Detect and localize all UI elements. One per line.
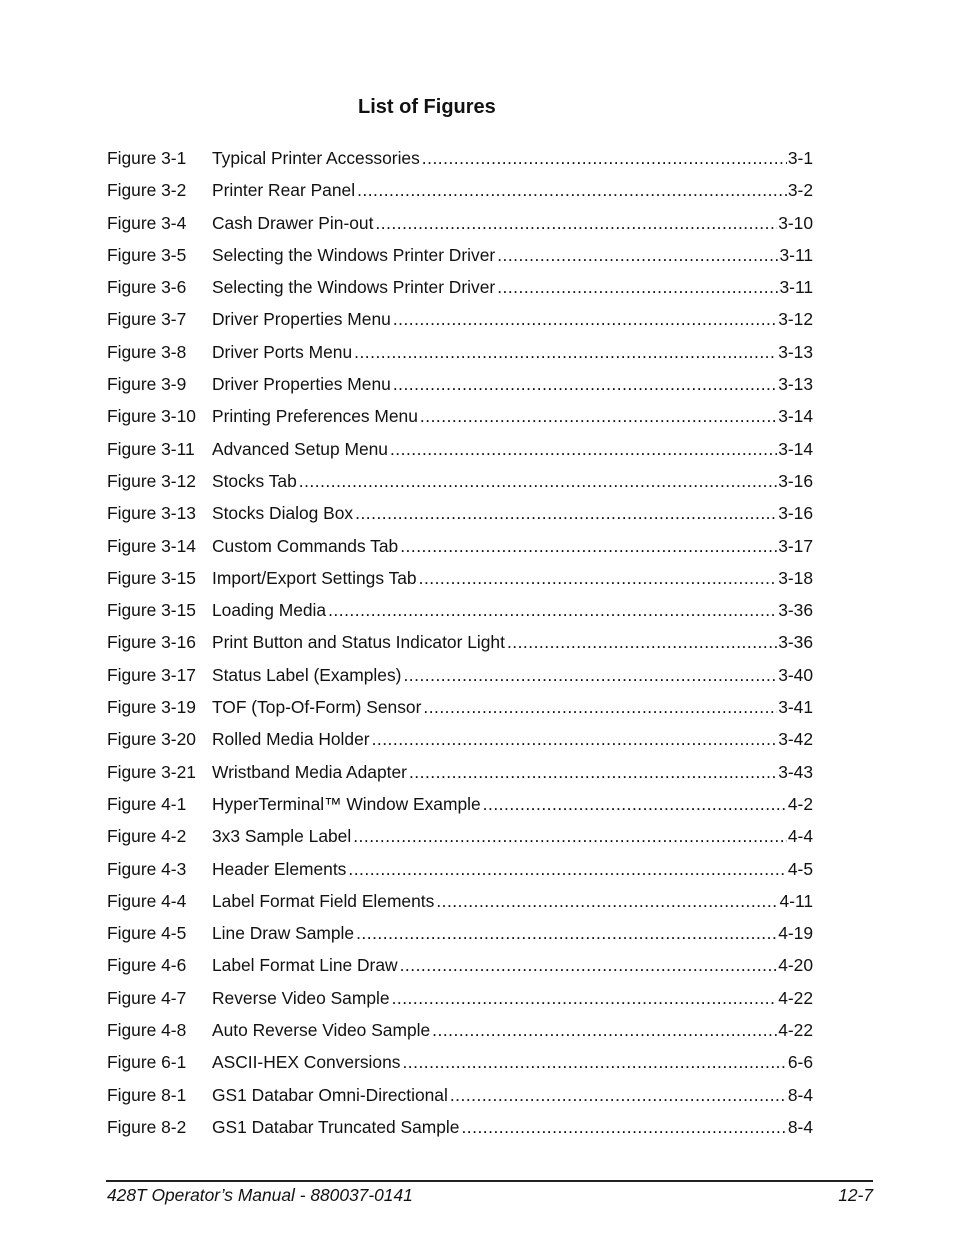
- figure-caption: Printer Rear Panel: [212, 180, 356, 201]
- figure-number: Figure 3-4: [107, 212, 187, 233]
- dot-leader: [355, 501, 777, 525]
- figure-caption: Driver Properties Menu: [212, 374, 391, 395]
- figure-caption: Driver Properties Menu: [212, 309, 391, 330]
- figure-number: Figure 3-13: [107, 503, 196, 524]
- figure-entry[interactable]: [107, 727, 813, 759]
- figure-number: Figure 3-20: [107, 729, 196, 750]
- figure-entry[interactable]: [107, 792, 813, 824]
- dot-leader: [436, 889, 778, 913]
- figure-page: 4-22: [778, 1020, 813, 1041]
- dot-leader: [400, 534, 777, 558]
- figure-caption: Reverse Video Sample: [212, 987, 390, 1008]
- figure-caption: Selecting the Windows Printer Driver: [212, 244, 496, 265]
- figure-page: 8-4: [787, 1116, 813, 1137]
- figure-page: 4-19: [778, 923, 813, 944]
- figure-page: 3-41: [778, 697, 813, 718]
- figure-caption: Rolled Media Holder: [212, 729, 370, 750]
- figure-page: 3-40: [778, 664, 813, 685]
- figure-caption: Print Button and Status Indicator Light: [212, 632, 505, 653]
- figure-list: [107, 146, 813, 1147]
- figure-caption: Label Format Line Draw: [212, 955, 398, 976]
- figure-entry[interactable]: [107, 889, 813, 921]
- dot-leader: [450, 1083, 787, 1107]
- dot-leader: [392, 986, 778, 1010]
- figure-page: 4-5: [787, 858, 813, 879]
- figure-caption: HyperTerminal™ Window Example: [212, 793, 481, 814]
- figure-caption: GS1 Databar Truncated Sample: [212, 1116, 460, 1137]
- dot-leader: [354, 340, 777, 364]
- figure-entry[interactable]: [107, 598, 813, 630]
- figure-number: Figure 3-16: [107, 632, 196, 653]
- figure-page: 8-4: [787, 1084, 813, 1105]
- dot-leader: [432, 1018, 777, 1042]
- dot-leader: [497, 243, 778, 267]
- figure-caption: Selecting the Windows Printer Driver: [212, 277, 496, 298]
- figure-number: Figure 3-15: [107, 600, 196, 621]
- figure-entry[interactable]: [107, 307, 813, 339]
- figure-caption: Printing Preferences Menu: [212, 406, 418, 427]
- figure-entry[interactable]: [107, 1018, 813, 1050]
- figure-page: 4-20: [778, 955, 813, 976]
- figure-page: 3-14: [778, 406, 813, 427]
- figure-caption: GS1 Databar Omni-Directional: [212, 1084, 448, 1105]
- figure-entry[interactable]: [107, 760, 813, 792]
- figure-entry[interactable]: [107, 501, 813, 533]
- figure-entry[interactable]: [107, 921, 813, 953]
- figure-page: 3-13: [778, 374, 813, 395]
- figure-number: Figure 3-19: [107, 697, 196, 718]
- figure-page: 3-16: [778, 503, 813, 524]
- figure-entry[interactable]: [107, 824, 813, 856]
- dot-leader: [357, 178, 787, 202]
- dot-leader: [348, 857, 786, 881]
- figure-caption: Status Label (Examples): [212, 664, 402, 685]
- figure-number: Figure 4-6: [107, 955, 187, 976]
- page-title: List of Figures: [358, 96, 496, 118]
- figure-caption: Cash Drawer Pin-out: [212, 212, 374, 233]
- figure-entry[interactable]: [107, 340, 813, 372]
- figure-page: 4-11: [779, 890, 813, 911]
- dot-leader: [400, 953, 778, 977]
- figure-number: Figure 4-7: [107, 987, 187, 1008]
- figure-number: Figure 8-1: [107, 1084, 187, 1105]
- dot-leader: [402, 1050, 786, 1074]
- figure-number: Figure 3-1: [107, 148, 187, 168]
- figure-number: Figure 3-9: [107, 374, 187, 395]
- dot-leader: [483, 792, 787, 816]
- figure-entry[interactable]: [107, 1115, 813, 1147]
- figure-caption: Stocks Dialog Box: [212, 503, 354, 524]
- figure-number: Figure 4-8: [107, 1020, 187, 1041]
- figure-page: 3-12: [778, 309, 813, 330]
- figure-number: Figure 4-3: [107, 858, 187, 879]
- figure-page: 3-2: [787, 180, 813, 201]
- dot-leader: [422, 146, 787, 170]
- dot-leader: [419, 566, 778, 590]
- figure-number: Figure 6-1: [107, 1052, 187, 1073]
- dot-leader: [423, 695, 777, 719]
- figure-number: Figure 3-6: [107, 277, 187, 298]
- figure-page: 3-43: [778, 761, 813, 782]
- figure-entry[interactable]: [107, 857, 813, 889]
- footer-manual-title: 428T Operator’s Manual - 880037-0141: [107, 1185, 413, 1205]
- figure-caption: Typical Printer Accessories: [212, 148, 420, 168]
- figure-number: Figure 3-15: [107, 567, 196, 588]
- dot-leader: [497, 275, 778, 299]
- figure-entry[interactable]: [107, 663, 813, 695]
- figure-entry[interactable]: [107, 178, 813, 210]
- dot-leader: [328, 598, 777, 622]
- figure-number: Figure 3-5: [107, 244, 187, 265]
- figure-caption: Wristband Media Adapter: [212, 761, 407, 782]
- dot-leader: [409, 760, 777, 784]
- figure-page: 3-16: [778, 470, 813, 491]
- figure-page: 3-17: [778, 535, 813, 556]
- figure-page: 4-4: [787, 826, 813, 847]
- figure-page: 3-11: [779, 244, 813, 265]
- figure-caption: ASCII-HEX Conversions: [212, 1052, 401, 1073]
- footer-page-number: 12-7: [838, 1185, 873, 1205]
- figure-page: 3-10: [778, 212, 813, 233]
- figure-entry[interactable]: [107, 986, 813, 1018]
- figure-number: Figure 4-5: [107, 923, 187, 944]
- dot-leader: [507, 630, 777, 654]
- dot-leader: [372, 727, 778, 751]
- dot-leader: [375, 211, 777, 235]
- figure-entry[interactable]: [107, 146, 813, 178]
- figure-entry[interactable]: [107, 566, 813, 598]
- figure-number: Figure 8-2: [107, 1116, 187, 1137]
- figure-entry[interactable]: [107, 404, 813, 436]
- figure-entry[interactable]: [107, 695, 813, 727]
- figure-caption: Custom Commands Tab: [212, 535, 399, 556]
- figure-page: 6-6: [787, 1052, 813, 1073]
- figure-caption: Driver Ports Menu: [212, 341, 353, 362]
- figure-entry[interactable]: [107, 630, 813, 662]
- figure-page: 3-13: [778, 341, 813, 362]
- figure-entry[interactable]: [107, 372, 813, 404]
- figure-number: Figure 3-12: [107, 470, 196, 491]
- figure-number: Figure 3-17: [107, 664, 196, 685]
- figure-caption: Auto Reverse Video Sample: [212, 1020, 431, 1041]
- figure-page: 4-2: [787, 793, 813, 814]
- dot-leader: [461, 1115, 786, 1139]
- figure-entry[interactable]: [107, 534, 813, 566]
- dot-leader: [353, 824, 787, 848]
- footer-divider: [106, 1180, 873, 1182]
- figure-number: Figure 4-4: [107, 890, 187, 911]
- figure-number: Figure 3-10: [107, 406, 196, 427]
- figure-page: 3-14: [778, 438, 813, 459]
- figure-page: 3-18: [778, 567, 813, 588]
- dot-leader: [393, 307, 777, 331]
- dot-leader: [390, 437, 777, 461]
- figure-number: Figure 4-2: [107, 826, 187, 847]
- figure-number: Figure 3-14: [107, 535, 196, 556]
- dot-leader: [393, 372, 777, 396]
- figure-number: Figure 3-11: [107, 438, 195, 459]
- figure-page: 4-22: [778, 987, 813, 1008]
- figure-page: 3-36: [778, 632, 813, 653]
- figure-caption: TOF (Top-Of-Form) Sensor: [212, 697, 422, 718]
- figure-caption: Stocks Tab: [212, 470, 297, 491]
- figure-entry[interactable]: [107, 1050, 813, 1082]
- figure-caption: Loading Media: [212, 600, 327, 621]
- dot-leader: [420, 404, 777, 428]
- figure-caption: Import/Export Settings Tab: [212, 567, 417, 588]
- figure-caption: Advanced Setup Menu: [212, 438, 388, 459]
- figure-page: 3-42: [778, 729, 813, 750]
- figure-page: 3-1: [787, 148, 813, 168]
- figure-entry[interactable]: [107, 243, 813, 275]
- figure-number: Figure 4-1: [107, 793, 187, 814]
- figure-entry[interactable]: [107, 469, 813, 501]
- figure-entry[interactable]: [107, 953, 813, 985]
- figure-entry[interactable]: [107, 437, 813, 469]
- dot-leader: [356, 921, 777, 945]
- figure-number: Figure 3-2: [107, 180, 187, 201]
- figure-page: 3-36: [778, 600, 813, 621]
- dot-leader: [403, 663, 777, 687]
- figure-number: Figure 3-7: [107, 309, 187, 330]
- figure-caption: Line Draw Sample: [212, 923, 355, 944]
- figure-entry[interactable]: [107, 1083, 813, 1115]
- figure-entry[interactable]: [107, 211, 813, 243]
- figure-caption: Header Elements: [212, 858, 347, 879]
- figure-entry[interactable]: [107, 275, 813, 307]
- figure-caption: Label Format Field Elements: [212, 890, 435, 911]
- figure-caption: 3x3 Sample Label: [212, 826, 352, 847]
- figure-page: 3-11: [779, 277, 813, 298]
- figure-number: Figure 3-21: [107, 761, 196, 782]
- figure-number: Figure 3-8: [107, 341, 187, 362]
- dot-leader: [299, 469, 777, 493]
